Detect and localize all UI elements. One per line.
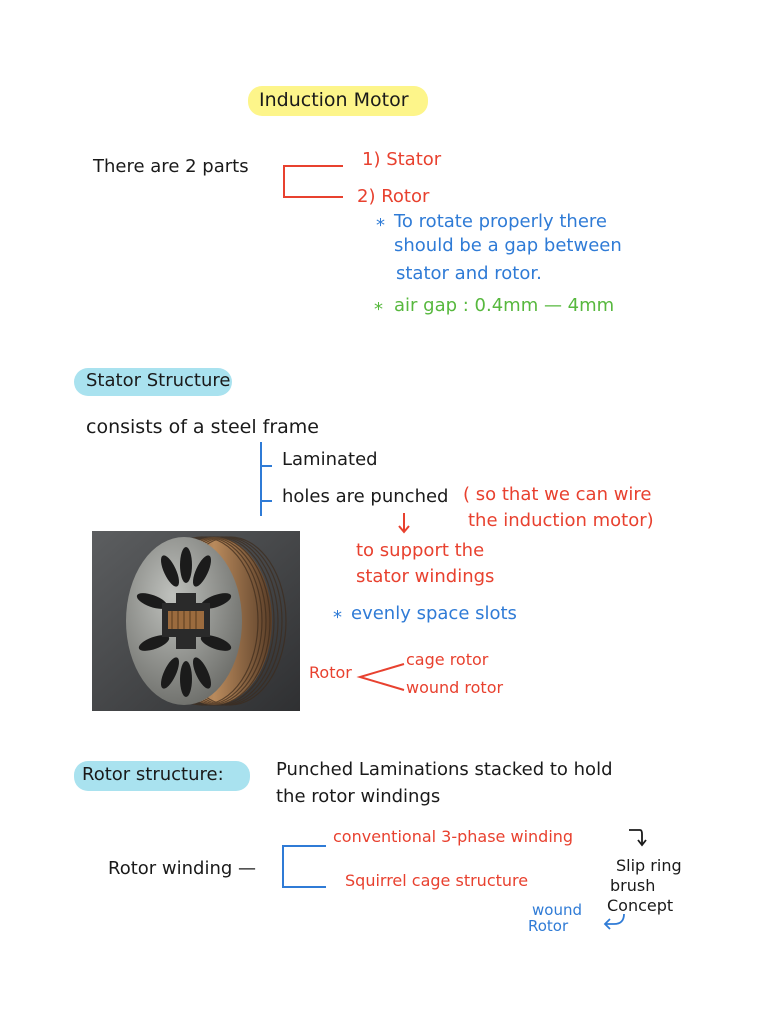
winding-squirrel-cage: Squirrel cage structure	[345, 871, 529, 890]
parts-intro: There are 2 parts	[93, 156, 249, 177]
curved-arrow-icon	[626, 826, 648, 848]
parts-bracket-top	[283, 165, 343, 167]
wound-rotor-line1: wound	[532, 901, 582, 919]
return-arrow-icon	[602, 912, 628, 932]
stator-title: Stator Structure	[86, 370, 231, 391]
down-arrow-icon	[396, 512, 412, 534]
slip-ring-line2: brush	[610, 876, 656, 895]
slip-ring-line3: Concept	[607, 896, 674, 915]
stator-tree-branch2	[260, 500, 272, 502]
support-line2: stator windings	[356, 566, 495, 587]
parts-bracket-vertical	[283, 165, 285, 198]
stator-lamination-photo	[92, 531, 300, 711]
gap-note-line3: stator and rotor.	[396, 263, 542, 284]
air-gap-asterisk: *	[374, 299, 383, 320]
slots-note: evenly space slots	[351, 603, 517, 624]
rotor-type-cage: cage rotor	[406, 650, 489, 669]
rotor-type-label: Rotor	[309, 663, 352, 682]
stator-item-holes: holes are punched	[282, 486, 449, 507]
rotor-type-bracket	[356, 660, 406, 694]
winding-bracket-bottom	[282, 886, 326, 888]
parts-bracket-bottom	[283, 196, 343, 198]
support-line1: to support the	[356, 540, 485, 561]
winding-conventional: conventional 3-phase winding	[333, 827, 574, 846]
gap-note-asterisk: *	[376, 215, 385, 236]
rotor-winding-label: Rotor winding —	[108, 858, 257, 879]
wound-rotor-line2: Rotor	[528, 917, 569, 935]
rotor-type-wound: wound rotor	[406, 678, 504, 697]
rotor-desc-line2: the rotor windings	[276, 786, 441, 807]
gap-note-line1: To rotate properly there	[394, 211, 607, 232]
winding-bracket-top	[282, 845, 326, 847]
stator-intro: consists of a steel frame	[86, 416, 320, 438]
stator-paren-line1: ( so that we can wire	[463, 484, 652, 505]
rotor-desc-line1: Punched Laminations stacked to hold	[276, 759, 613, 780]
stator-tree-branch1	[260, 465, 272, 467]
stator-paren-line2: the induction motor)	[468, 510, 654, 531]
rotor-title: Rotor structure:	[82, 764, 224, 785]
slots-asterisk: *	[333, 607, 342, 628]
air-gap-range: air gap : 0.4mm — 4mm	[394, 295, 615, 316]
gap-note-line2: should be a gap between	[394, 235, 622, 256]
winding-bracket-vertical	[282, 845, 284, 888]
stator-item-laminated: Laminated	[282, 449, 378, 470]
page-title: Induction Motor	[259, 89, 409, 111]
part-rotor: 2) Rotor	[357, 186, 430, 207]
stator-tree-vertical	[260, 442, 262, 516]
slip-ring-line1: Slip ring	[616, 856, 682, 875]
part-stator: 1) Stator	[362, 149, 442, 170]
